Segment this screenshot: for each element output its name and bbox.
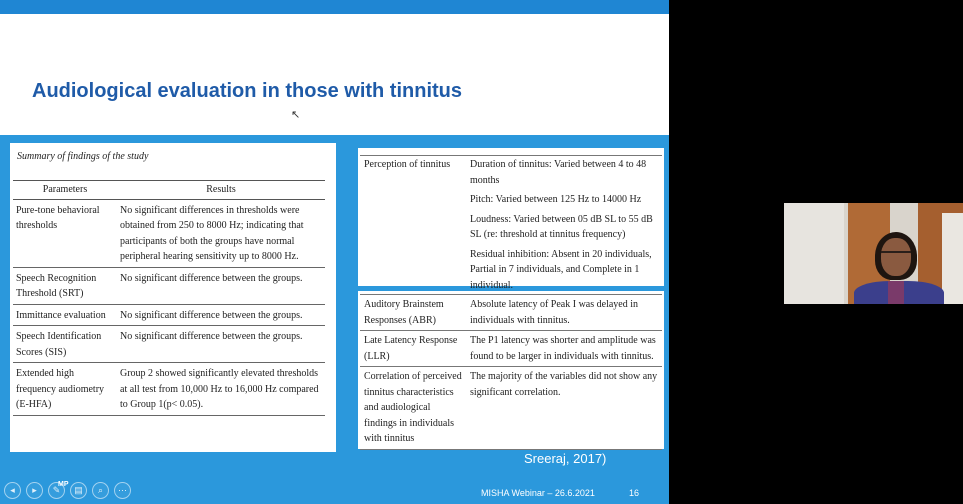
table-row — [360, 295, 662, 331]
tinnitus-perception-table — [360, 155, 662, 299]
electrophysiology-panel — [358, 291, 664, 449]
row-parameter: Late Latency Response (LLR) — [360, 331, 466, 367]
mp-label: MP — [58, 481, 69, 488]
header-results: Results — [117, 181, 325, 200]
row-result: The P1 latency was shorter and amplitude was found to be larger in individuals with tinnitus. — [466, 331, 662, 367]
row-parameter: Speech Identification Scores (SIS) — [13, 326, 117, 363]
summary-findings-panel — [10, 143, 336, 452]
presenter-clothing-accent — [888, 281, 904, 304]
slide-title-area — [0, 14, 669, 135]
table-row — [360, 367, 662, 450]
previous-icon: ◂ — [10, 485, 15, 495]
slide-page-number: 16 — [629, 488, 640, 498]
row-parameter: Auditory Brainstem Responses (ABR) — [360, 295, 466, 331]
pitch-text: Pitch: Varied between 125 Hz to 14000 Hz — [470, 194, 642, 205]
row-result — [466, 156, 662, 299]
row-parameter: Pure-tone behavioral thresholds — [13, 199, 117, 267]
pen-icon: ✎ — [52, 485, 61, 495]
table-row — [13, 267, 325, 304]
mouse-cursor-icon: ↖ — [291, 109, 301, 121]
row-result: No significant difference between the groups. — [117, 267, 325, 304]
zoom-icon: ⌕ — [97, 485, 104, 495]
row-parameter: Extended high frequency audiometry (E-HFA) — [13, 363, 117, 416]
table-row — [13, 199, 325, 267]
more-icon: ⋯ — [118, 485, 127, 495]
see-all-slides-button[interactable] — [70, 482, 87, 499]
presenter-glasses — [881, 251, 911, 259]
pen-tool-button[interactable] — [48, 482, 65, 499]
table-row — [360, 156, 662, 299]
slideshow-controls — [4, 482, 131, 502]
slide-top-bar — [0, 0, 669, 14]
row-result: No significant difference between the groups. — [117, 304, 325, 326]
row-result: No significant differences in thresholds were obtained from 250 to 8000 Hz; indicating that participants of both the groups have normal peripheral hearing sensitivity up to 8000 Hz. — [117, 199, 325, 267]
residual-inhibition-text: Residual inhibition: Absent in 20 individuals, Partial in 7 individuals, and Complete in 1 individual. — [470, 248, 652, 291]
electrophysiology-table — [360, 294, 662, 450]
table-row — [13, 363, 325, 416]
row-result: Absolute latency of Peak I was delayed in individuals with tinnitus. — [466, 295, 662, 331]
slide-title: Audiological evaluation in those with tinnitus — [32, 80, 463, 102]
more-options-button[interactable] — [114, 482, 131, 499]
next-slide-button[interactable] — [26, 482, 43, 499]
duration-text: Duration of tinnitus: Varied between 4 to 48 months — [470, 159, 647, 186]
table-header-row — [13, 181, 325, 200]
table-row — [13, 304, 325, 326]
row-parameter: Immittance evaluation — [13, 304, 117, 326]
row-result: Group 2 showed significantly elevated thresholds at all test from 10,000 Hz to 16,000 Hz compared to Group 1(p< 0.05). — [117, 363, 325, 416]
tinnitus-perception-panel — [358, 148, 664, 291]
row-result: The majority of the variables did not show any significant correlation. — [466, 367, 662, 450]
row-parameter: Speech Recognition Threshold (SRT) — [13, 267, 117, 304]
presenter-webcam-video — [784, 203, 963, 304]
summary-findings-table — [13, 180, 325, 416]
table-caption: Summary of findings of the study — [17, 151, 149, 162]
zoom-button[interactable] — [92, 482, 109, 499]
row-parameter: Perception of tinnitus — [364, 159, 451, 170]
row-result: No significant difference between the groups. — [117, 326, 325, 363]
citation-text: Sreeraj, 2017) — [524, 451, 607, 466]
next-icon: ▸ — [32, 485, 37, 495]
header-parameters: Parameters — [13, 181, 117, 200]
table-row — [360, 331, 662, 367]
previous-slide-button[interactable] — [4, 482, 21, 499]
slide-footer: MISHA Webinar – 26.6.2021 — [481, 488, 595, 498]
webcam-background-wall-right — [942, 213, 963, 304]
loudness-text: Loudness: Varied between 05 dB SL to 55 dB SL (re: threshold at tinnitus frequency) — [470, 213, 653, 240]
row-parameter: Correlation of perceived tinnitus characteristics and audiological findings in individuals with tinnitus — [360, 367, 466, 450]
slides-icon: ▤ — [74, 485, 83, 495]
webcam-background-wall — [784, 203, 844, 304]
table-row — [13, 326, 325, 363]
